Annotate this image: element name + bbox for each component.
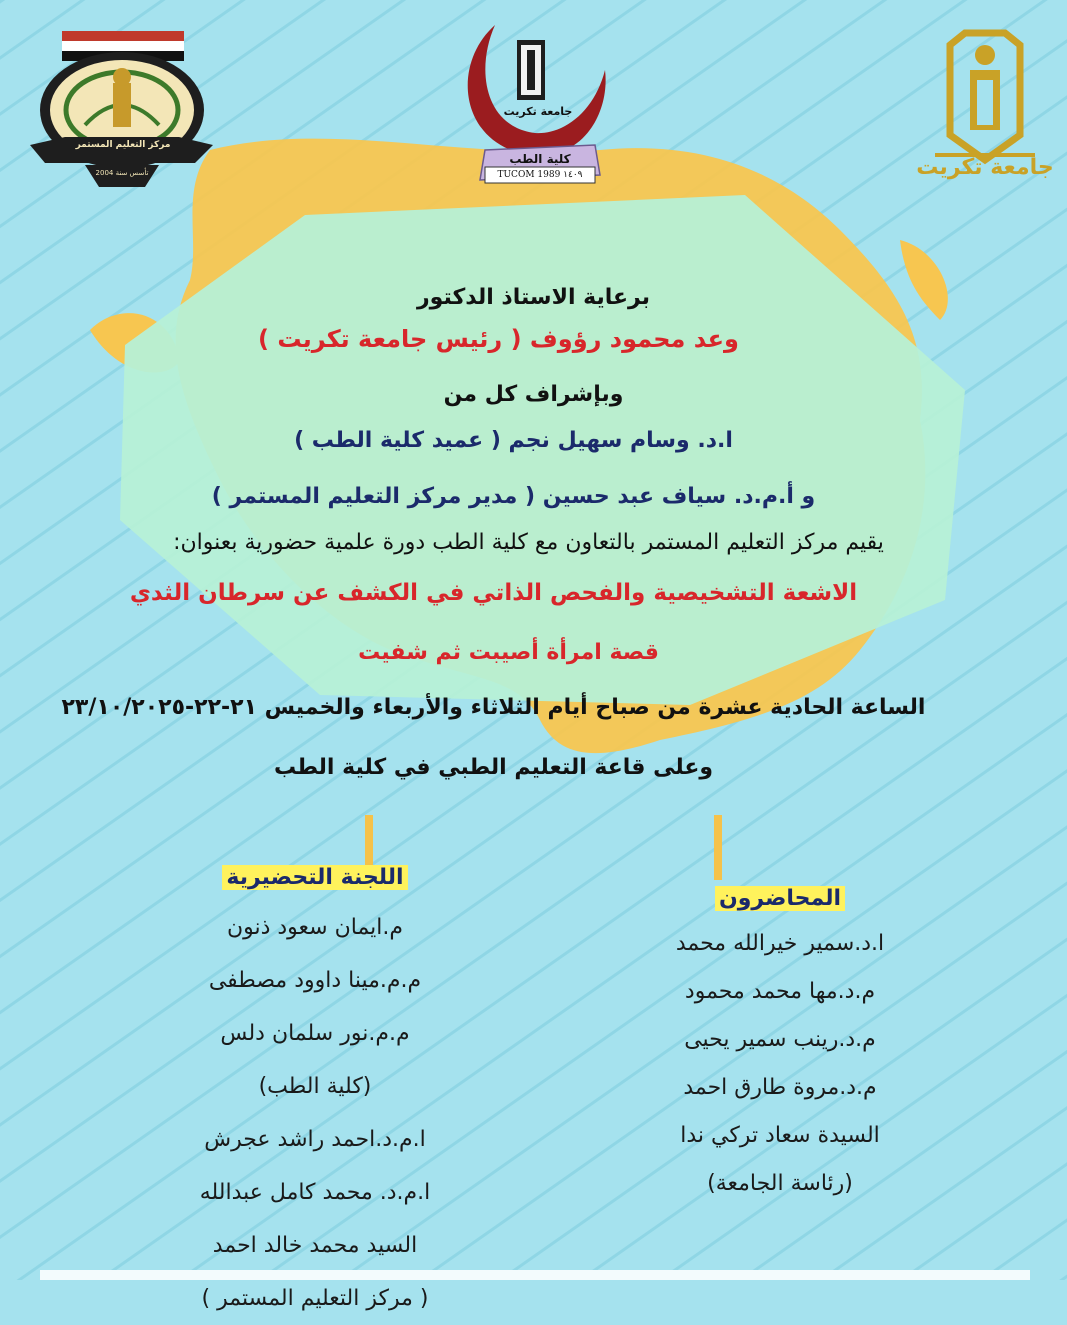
- lecturers: [630, 878, 930, 1208]
- lecturer-item: م.د.مها محمد محمود: [684, 979, 876, 1004]
- course-intro: يقيم مركز التعليم المستمر بالتعاون مع كلية الطب دورة علمية حضورية بعنوان:: [173, 530, 884, 555]
- continuing-education-seal-logo: [25, 15, 215, 195]
- committee-member: م.ايمان سعود ذنون: [226, 915, 404, 940]
- lecturers-divider: [714, 815, 722, 880]
- university-name-caption: جامعة تكريت: [503, 105, 573, 118]
- committee-affiliation: (كلية الطب): [258, 1074, 372, 1099]
- committee-member: السيد محمد خالد احمد: [212, 1233, 418, 1258]
- college-subcaption: TUCOM 1989 ١٤٠٩: [497, 170, 583, 180]
- committee-affiliation: ( مركز التعليم المستمر ): [201, 1286, 429, 1311]
- course-time: الساعة الحادية عشرة من صباح أيام الثلاثاء والأربعاء والخميس ٢١-٢٢-٢٣/١٠/٢٠٢٥: [61, 695, 926, 720]
- committee-member: م.م.نور سلمان دلس: [220, 1021, 410, 1046]
- supervisor-2: و أ.م.د. سياف عبد حسين ( مدير مركز التعليم المستمر ): [211, 484, 816, 509]
- course-venue: وعلى قاعة التعليم الطبي في كلية الطب: [273, 755, 714, 780]
- college-of-medicine-logo: [455, 15, 615, 190]
- patron-name: وعد محمود رؤوف ( رئيس جامعة تكريت ): [258, 325, 739, 353]
- tikrit-university-logo: [915, 25, 1055, 190]
- committee-heading: اللجنة التحضيرية: [222, 865, 407, 890]
- college-caption: كلية الطب: [509, 152, 571, 166]
- preparatory-committee: [160, 855, 470, 1325]
- tikrit-university-caption: جامعة تكريت: [916, 155, 1054, 180]
- lecturer-affiliation: (رئاسة الجامعة): [707, 1171, 853, 1196]
- committee-member: ا.م.د.احمد راشد عجرش: [204, 1127, 426, 1152]
- lecturer-item: م.د.رينب سمير يحيى: [684, 1027, 876, 1052]
- committee-member: م.م.مينا داوود مصطفى: [208, 968, 422, 993]
- supervision-line: وبإشراف كل من: [443, 382, 624, 407]
- committee-member: ا.م.د. محمد كامل عبدالله: [199, 1180, 431, 1205]
- patronage-line: برعاية الاستاذ الدكتور: [417, 285, 650, 310]
- lecturer-item: السيدة سعاد تركي ندا: [680, 1123, 880, 1148]
- lecturers-heading: المحاضرون: [715, 886, 845, 911]
- seal-subcaption: تأسس سنة 2004: [95, 169, 149, 177]
- lecturer-item: ا.د.سمير خيرالله محمد: [675, 931, 885, 956]
- seal-caption: مركز التعليم المستمر: [75, 140, 171, 150]
- supervisor-1: ا.د. وسام سهيل نجم ( عميد كلية الطب ): [294, 428, 733, 453]
- course-subtitle: قصة امرأة أصيبت ثم شفيت: [358, 640, 659, 665]
- lecturer-item: م.د.مروة طارق احمد: [683, 1075, 877, 1100]
- course-title: الاشعة التشخيصية والفحص الذاتي في الكشف عن سرطان الثدي: [129, 580, 858, 606]
